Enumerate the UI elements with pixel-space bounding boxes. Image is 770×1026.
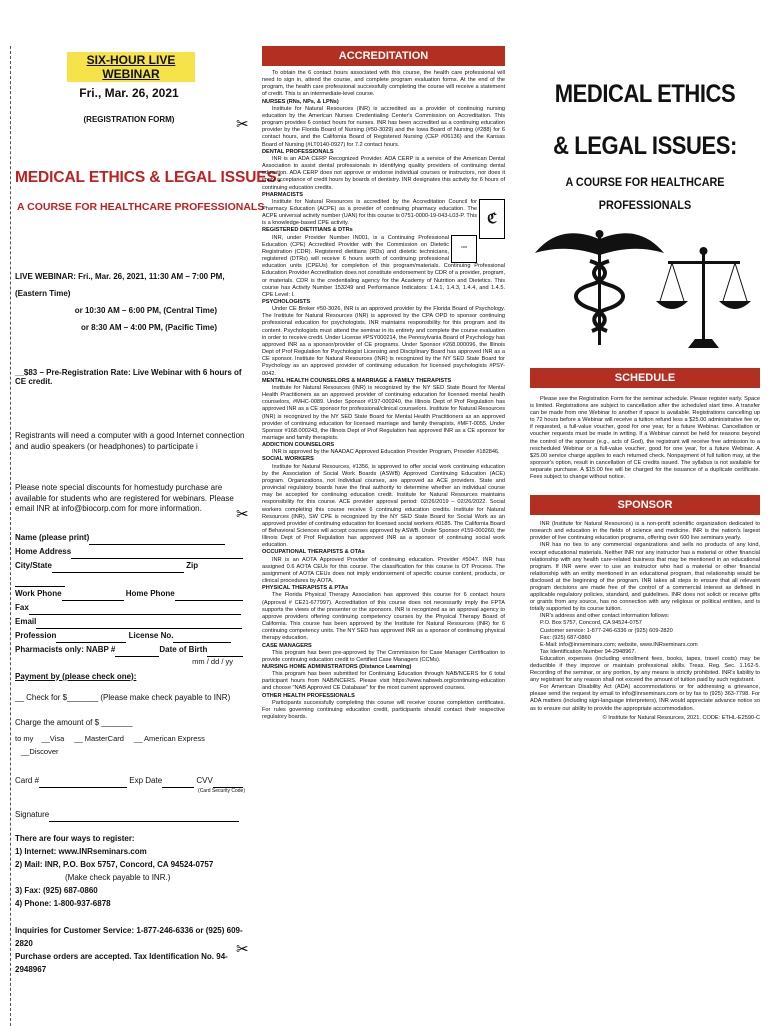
addiction-heading: ADDICTION COUNSELORS <box>262 442 335 449</box>
psych-paragraph: Under CE Broker #50-3026, INR is an approved provider by the Florida Board of Psychology. The Institute for Natural Resources (INR) is approved by the CPA OPD to sponsor continuing professional education for psychologists. INR maintains responsibility for this program and its content. Psychologists must attend the seminar in its entirety and complete the course evaluation in order to receive credit. Under License #PSY000214, the Pennsylvania Board of Psychology has approved INR as a sponsor/provider of CE programs. Under Sponsor #268.000096, the Illinois Dept of Prof Regulation for Psychologist Licensing and Disciplinary Board has approved INR as a CE sponsor. Institute for Natural Resources (INR) is recognized by the NY SED State Board for Psychology as an approved provider of continuing education for licensed psychologists #PSY-0042. <box>262 306 505 377</box>
price-option[interactable]: __$83 – Pre-Registration Rate: Live Webinar with 6 hours of CE credit. <box>15 368 242 386</box>
cvv-field[interactable] <box>213 774 243 788</box>
charge-amount[interactable]: Charge the amount of $ _______ <box>15 717 133 727</box>
sponsor-tax-id: Tax Identification Number 94-2948967. <box>540 648 637 655</box>
license-label: License No. <box>128 630 174 640</box>
inquiries: Inquiries for Customer Service: 1-877-246-6336 or (925) 609-2820 <box>15 925 243 948</box>
fax-label: Fax <box>15 602 29 612</box>
other-heading: OTHER HEALTH PROFESSIONALS <box>262 692 355 699</box>
customer-service <box>11 924 247 976</box>
scissors-icon: ✂ <box>236 116 249 133</box>
nurses-paragraph: Institute for Natural Resources (INR) is accredited as a provider of continuing nursing education by the American Nurses Credentialing Center's Commission on Accreditation. This program provides 6 contact hours for nurses. INR has been accredited as a continuing education provider by the Florida Board of Nursing (#50-3029) and the Iowa Board of Nursing (#288) for 6 contact hours, and the California Board of Registered Nursing (CEP #06136) and the Kansas Board of Nursing (#LT0140-0927) for 7.2 contact hours. <box>262 105 505 148</box>
way-phone: 4) Phone: 1-800-937-6878 <box>15 898 111 908</box>
email-field[interactable] <box>36 615 242 629</box>
schedule-text: Please see the Registration Form for the seminar schedule. Please register early. Space is limited. Registrations are subject to cancellation after the scheduled start time. A transfer can be made from one Webinar to another if space is available. Registrations cancelling up to 72 hours before a Webinar will receive a tuition refund less a $25.00 administrative fee or, if requested, a full-value voucher, good for one year, for a future Webinar. Cancellation or voucher requests must be made in writing. If a Webinar cannot be held for reasons beyond the control of the sponsor (e.g., acts of God), the registrant will receive free admission to a rescheduled Webinar or a full-value voucher, good for one year, for a future Webinar. A $25.00 service charge applies to each returned check. Nonpayment of full tuition may, at the sponsor's option, result in cancellation of CE credits issued. The syllabus is not available for separate purchase. A $15.00 fee will be charged for the issuance of a duplicate certificate. Fees subject to change without notice. <box>530 396 760 481</box>
live-webinar-pacific: or 8:30 AM – 4:00 PM, (Pacific Time) <box>80 323 217 332</box>
scissors-icon: ✂ <box>236 941 249 958</box>
live-webinar-eastern: LIVE WEBINAR: Fri., Mar. 26, 2021, 11:30 AM – 7:00 PM, (Eastern Time) <box>15 272 225 298</box>
address-field[interactable] <box>71 545 243 559</box>
registration-form-column <box>10 46 282 1026</box>
work-phone-label: Work Phone <box>15 588 62 598</box>
mh-paragraph: Institute for Natural Resources (INR) is recognized by the NY SED State Board for Mental Health Practitioners as an approved provider of continuing education for licensed mental health counselors, #MHC-0089. Under Sponsor #197-000240, the Illinois Dept of Prof Regulation has approved INR as a CE sponsor for professional/clinical counselors. Institute for Natural Resources (INR) is recognized by the NY SED State Board for Mental Health Practitioners as an approved provider of continuing education for licensed marriage and family therapists, #MFT-0055. Under Sponsor #168.000243, the Illinois Dept of Prof Regulation has approved INR as a CE sponsor for marriage and family therapists. <box>262 384 505 441</box>
visa-option[interactable]: __Visa <box>41 733 65 743</box>
pt-heading: PHYSICAL THERAPISTS & PTAs <box>262 585 349 592</box>
addiction-paragraph: INR is approved by the NAADAC Approved Education Provider Program, Provider #182846. <box>272 449 500 456</box>
signature-field[interactable] <box>49 808 239 822</box>
exp-label: Exp Date <box>129 775 163 785</box>
home-phone-field[interactable] <box>175 587 243 601</box>
profession-label: Profession <box>15 630 57 640</box>
intro-paragraph: To obtain the 6 contact hours associated with this course, the health care professional will need to sign in, attend the course, and complete program evaluation forms. At the end of the program, the health care professional successfully completing the course will receive a statement of credit. This is an intermediate-level course. <box>262 70 505 98</box>
amex-option[interactable]: __ American Express <box>134 733 205 743</box>
pt-paragraph: The Florida Physical Therapy Association has approved this course for 6 contact hours (Approval # CE21-677997). Accreditation of this course does not necessarily imply the FPTA supports the views of the presenter or the sponsors. INR is recognized as an approval agency to approve providers offering continuing competency courses by the Physical Therapy Board of California. This course has been approved by the Institute for Natural Resources (INR) for 6 continuing competency units. The NY SED has approved INR as a sponsor of continuing physical therapy education. <box>262 592 505 642</box>
pharm-paragraph: Institute for Natural Resources is accredited by the Accreditation Council for Pharmacy Education (ACPE) as a provider of continuing pharmacy education. The ACPE universal activity number (UAN) for this course is 0751-0000-19-043-L03-P. This is a knowledge-based CPE activity. <box>262 198 477 227</box>
sponsor-para2: INR has no ties to any commercial organizations and sells no products of any kind, except educational materials. Neither INR nor any instructor has a material or other financial relationship with any health care-related business that may be mentioned in an educational program. If INR were ever to use an instructor who had a material or other financial relationship with an entity mentioned in an educational program, that relationship would be disclosed at the beginning of the program. INR takes all steps to ensure that all relevant program decisions are made free of the control of a commercial interest as defined in applicable regulatory policies, standard, and guidelines. INR does not solicit or receive gifts or grants from any source, has no connection with any religious or political entities, and is totally supported by its course tuition. <box>530 542 760 613</box>
card-label: Card # <box>15 775 40 785</box>
email-label: Email <box>15 616 37 626</box>
nurses-heading: NURSES (RNs, NPs, & LPNs) <box>262 98 339 105</box>
zip-field[interactable] <box>15 573 65 587</box>
security-code-label: (Card Security Code) <box>198 787 245 794</box>
ot-paragraph: INR is an AOTA Approved Provider of continuing education. Provider #5047. INR has assigned 0.6 AOTA CEUs for this course. The classification for this course is OT Process. The assignment of AOTA CEUs does not imply endorsement of specific course content, products, or clinical procedures by AOTA. <box>262 556 505 585</box>
nha-paragraph: This program has been submitted for Continuing Education through NAB/NCERS for 6 total participant hours from NAB/NCERS. Please visit https://www.nabweb.org/continuing-education and choose "NAB Approved CE Database" for the most current approved courses. <box>262 671 505 692</box>
way-mail-note: (Make check payable to INR.) <box>65 872 171 882</box>
registration-form-label: (REGISTRATION FORM) <box>83 115 175 124</box>
profession-field[interactable] <box>56 629 126 643</box>
dental-heading: DENTAL PROFESSIONALS <box>262 148 334 155</box>
scales-icon <box>656 247 751 348</box>
pharm-heading: PHARMACISTS <box>262 191 304 198</box>
ot-heading: OCCUPATIONAL THERAPISTS & OTAs <box>262 549 365 556</box>
city-field[interactable] <box>52 559 184 573</box>
mastercard-option[interactable]: __ MasterCard <box>74 733 124 743</box>
way-mail: 2) Mail: INR, P.O. Box 5757, Concord, CA 94524-0757 <box>15 859 214 869</box>
way-internet[interactable]: 1) Internet: www.INRseminars.com <box>15 846 147 856</box>
ada-para: For American Disability Act (ADA) accommodations or for addressing a grievance, please send the request by email to info@inrseminars.com or by fax to (925) 363-7798. For ADA matters (including sign-language interpreters), INR would appreciate advance notice so as to ensure our ability to provide the appropriate accommodation. <box>530 684 760 712</box>
name-label: Name (please print) <box>15 532 90 542</box>
payment-label: Payment by (please check one): <box>15 671 137 681</box>
webinar-date: Fri., Mar. 26, 2021 <box>79 86 179 100</box>
live-webinar-central: or 10:30 AM – 6:00 PM, (Central Time) <box>74 306 217 315</box>
sponsor-para1: INR (Institute for Natural Resources) is a non-profit scientific organization dedicated to research and education in the fields of science and medicine. INR is the nation's largest provider of live continuing education programs, offering over 600 live seminars yearly. <box>530 521 760 542</box>
psych-heading: PSYCHOLOGISTS <box>262 299 311 305</box>
zip-label: Zip <box>186 560 199 570</box>
schedule-banner: SCHEDULE <box>530 368 760 388</box>
sponsor-phone: Customer service: 1-877-246-6336 or (925) 609-2820 <box>540 627 673 634</box>
work-phone-field[interactable] <box>62 587 124 601</box>
cover-illustration <box>530 225 760 360</box>
exp-field[interactable] <box>162 774 194 788</box>
cdr-logo: CDR <box>451 235 477 263</box>
discount-note: Please note special discounts for homestudy purchase are available for students who are registered for webinars. Please email INR at info@biocorp.com for more information. <box>15 483 234 513</box>
accreditation-banner: ACCREDITATION <box>262 46 505 66</box>
name-field[interactable] <box>89 531 225 545</box>
cover-title-line1: MEDICAL ETHICS <box>554 80 736 108</box>
live-webinar-times <box>11 268 247 336</box>
ways-to-register <box>11 832 247 910</box>
diet-heading: REGISTERED DIETITIANS & DTRs <box>262 227 353 234</box>
cover-subtitle <box>542 171 749 217</box>
cm-heading: CASE MANAGERS <box>262 642 312 649</box>
fax-field[interactable] <box>29 601 241 615</box>
sponsor-para3: INR's address and other contact information follows: <box>540 613 670 620</box>
registration-fields <box>11 531 247 822</box>
accreditation-column <box>262 46 505 721</box>
cover-subtitle-line2: PROFESSIONALS <box>598 198 692 212</box>
cover-column <box>530 46 760 721</box>
computer-note: Registrants will need a computer with a good Internet connection and audio speakers (or headphones) to participate i <box>15 431 245 451</box>
nabp-label: Pharmacists only: NABP # <box>15 644 116 654</box>
sponsor-text <box>530 521 760 713</box>
mh-heading: MENTAL HEALTH COUNSELORS & MARRIAGE & FAMILY THERAPISTS <box>262 377 452 384</box>
scissors-icon: ✂ <box>236 506 249 523</box>
cm-paragraph: This program has been pre-approved by The Commission for Case Manager Certification to provide continuing education credit to Certified Case Managers (CCMs). <box>262 649 505 663</box>
course-title: MEDICAL ETHICS & LEGAL ISSUES: <box>15 169 282 186</box>
card-type-row <box>11 732 247 758</box>
sponsor-address: P.O. Box 5757, Concord, CA 94524-0757 <box>540 620 642 627</box>
address-label: Home Address <box>15 546 72 556</box>
nabp-field[interactable] <box>115 643 159 657</box>
sw-paragraph: Institute for Natural Resources, #1356, is approved to offer social work continuing education by the Association of Social Work Boards (ASWB) Approved Continuing Education (ACE) program. Organizations, not individual courses, are approved as ACE providers. State and provincial regulatory boards have the final authority to determine whether an individual course may be accepted for continuing education credit. Institute for Natural Resources maintains responsibility for this course. ACE provider approval period: 02/26/2019 – 02/26/2022. Social workers completing this course receive 6 continuing education credits. Institute for Natural Resources (INR), SW CPE is recognized by the NY SED State Board for Social Work as an approved provider of continuing education for licensed social workers #0185. The California Board of Behavioral Sciences will accept courses approved by ASWB. Under Sponsor #159-000260, the Illinois Dept of Prof Regulation has approved INR as a sponsor of continuing social work education. <box>262 463 505 549</box>
cover-title-line2: & LEGAL ISSUES: <box>553 132 737 160</box>
sponsor-email[interactable]: E-Mail: info@inrseminars.com; website, www.INRseminars.com <box>540 641 698 648</box>
other-paragraph: Participants successfully completing this course will receive course completion certificates. For rules governing continuing education credit, participants should contact their respective regulatory boards. <box>262 699 505 721</box>
nha-heading: NURSING HOME ADMINISTRATORS (Distance Learning) <box>262 663 412 670</box>
dob-field[interactable] <box>207 643 243 657</box>
footer-code: © Institute for Natural Resources, 2021. CODE: ETHL-E2590-C <box>602 714 760 721</box>
caduceus-icon <box>535 230 664 345</box>
to-my-label: to my <box>15 733 34 743</box>
dob-format: mm / dd / yy <box>192 656 233 666</box>
webinar-title: SIX-HOUR LIVE WEBINAR <box>67 52 195 82</box>
cvv-label: CVV <box>196 775 213 785</box>
sw-heading: SOCIAL WORKERS <box>262 456 314 463</box>
license-field[interactable] <box>173 629 231 643</box>
check-option[interactable]: __ Check for $_______ (Please make check payable to INR) <box>15 692 231 702</box>
caduceus-scales-icon <box>530 225 760 360</box>
discover-option[interactable]: __Discover <box>21 746 59 756</box>
accreditation-text <box>262 70 505 721</box>
dental-paragraph: INR is an ADA CERP Recognized Provider. ADA CERP is a service of the American Dental Association to assist dental professionals in identifying quality providers of continuing dental education. ADA CERP does not approve or endorse individual courses or instructors, nor does it imply acceptance of credit hours by boards of dentistry. INR designates this activity for 6 hours of continuing education credits. <box>262 155 505 191</box>
purchase-orders: Purchase orders are accepted. Tax Identification No. 94-2948967 <box>15 951 228 974</box>
way-fax: 3) Fax: (925) 687-0860 <box>15 885 98 895</box>
sponsor-fax: Fax: (925) 687-0860 <box>540 634 591 641</box>
dob-label: Date of Birth <box>159 644 208 654</box>
ways-title: There are four ways to register: <box>15 833 135 843</box>
home-phone-label: Home Phone <box>125 588 175 598</box>
course-subtitle: A COURSE FOR HEALTHCARE PROFESSIONALS <box>17 201 265 213</box>
expenses-para: Education expenses (including enrollment fees, books, tapes, travel costs) may be deductible if they improve or maintain professional skills. Treas. Reg. Sec. 1.162-5. Recording of the seminar, or any portion, by any means is strictly prohibited. INR's liability to any registrant for any reason shall not exceed the amount of tuition paid by such registrant. <box>530 655 760 684</box>
acpe-logo: ℭ <box>479 199 505 239</box>
diet-paragraph: INR, under Provider Number IN001, is a Continuing Professional Education (CPE) Accredited Provider with the Commission on Dietetic Registration (CDR). Registered dietitians (RDs) and dietetic technicians, registered (DTRs) will receive 6 hours worth of continuing professional education units (CPEUs) for completion of this program/materials. Continuing Professional Education Provider Accreditation does not constitute endorsement by CDR of a provider, program, or materials. CDR is the credentialing agency for the Academy of Nutrition and Dietetics. This course has Activity Number 153249 and Performance Indicators: 1.4.1, 1.4.3, 1.4.4, and 1.4.5. CPE Level: I. <box>262 234 505 298</box>
signature-label: Signature <box>15 809 50 819</box>
cover-title <box>544 79 746 161</box>
cover-subtitle-line1: A COURSE FOR HEALTHCARE <box>565 175 725 189</box>
city-label: City/State <box>15 560 52 570</box>
sponsor-banner: SPONSOR <box>530 495 760 515</box>
card-field[interactable] <box>39 774 127 788</box>
